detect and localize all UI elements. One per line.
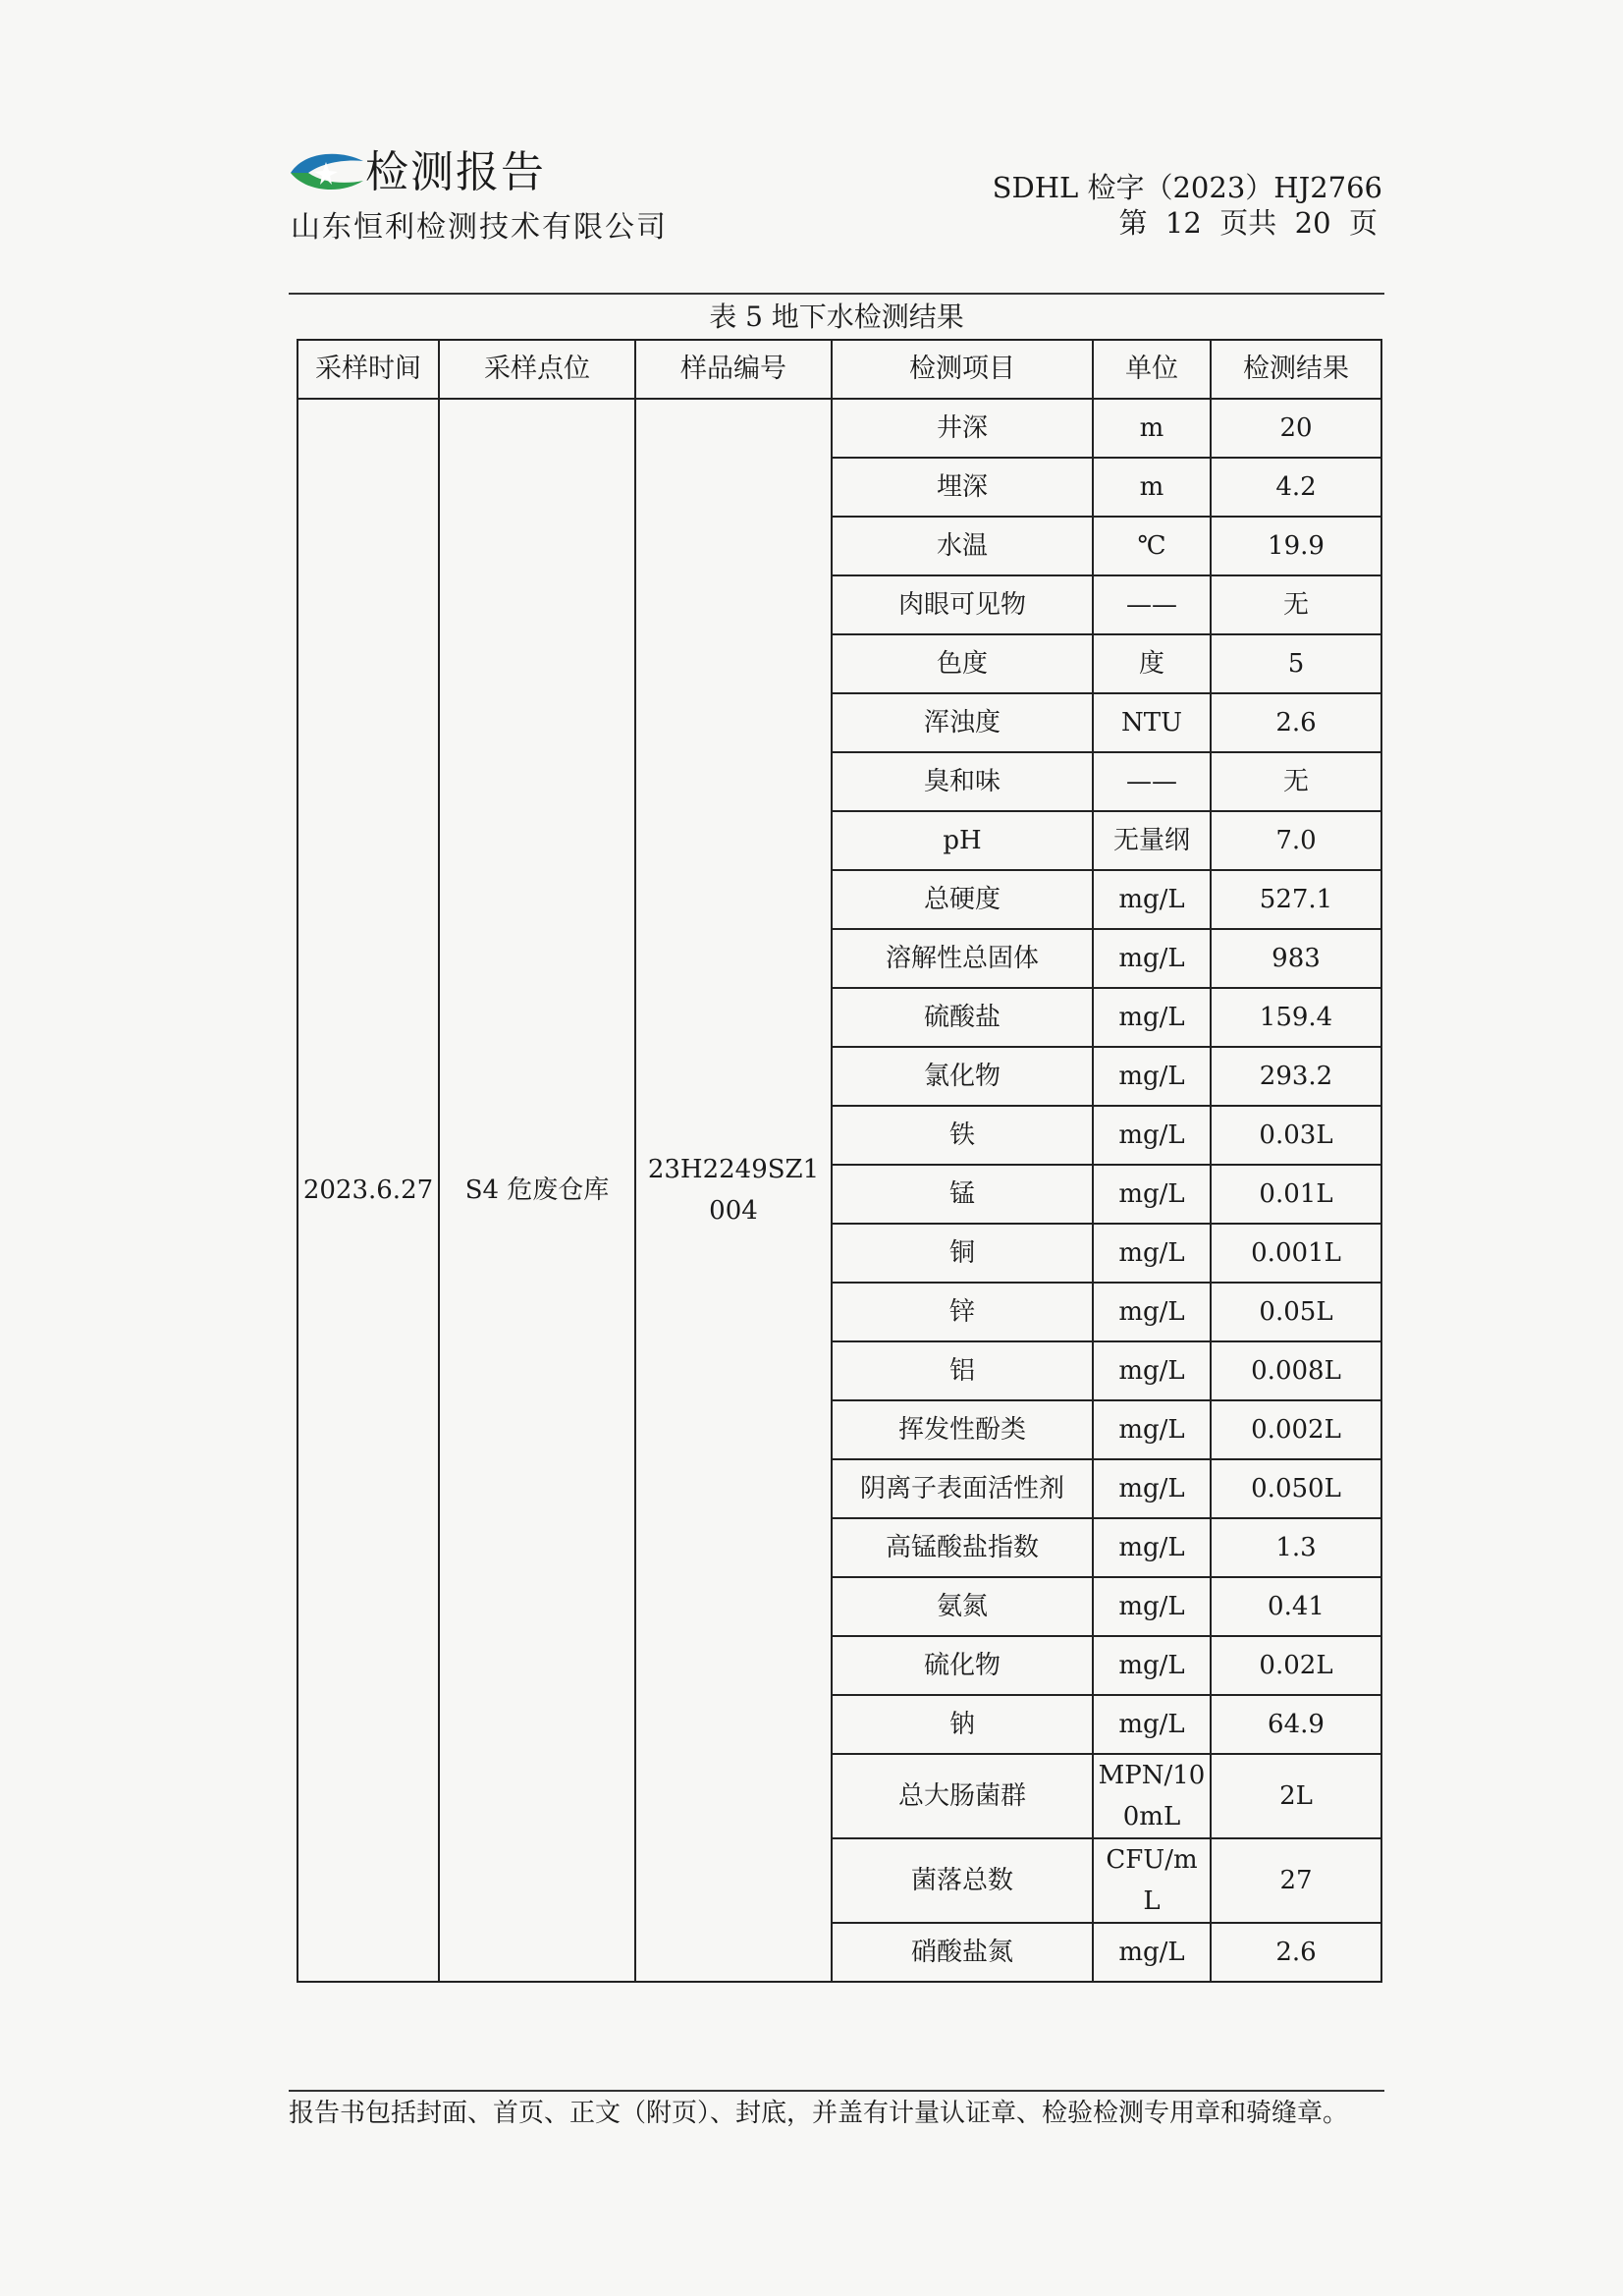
unit-cell: CFU/mL: [1093, 1838, 1211, 1923]
result-cell: 0.008L: [1211, 1341, 1381, 1400]
result-cell: 20: [1211, 399, 1381, 458]
result-cell: 7.0: [1211, 811, 1381, 870]
result-cell: 64.9: [1211, 1695, 1381, 1754]
item-cell: 铝: [832, 1341, 1093, 1400]
company-logo: [289, 147, 365, 196]
unit-cell: m: [1093, 458, 1211, 517]
result-cell: 无: [1211, 752, 1381, 811]
unit-cell: ——: [1093, 575, 1211, 634]
item-cell: 肉眼可见物: [832, 575, 1093, 634]
table-header-row: [298, 340, 1381, 399]
item-cell: pH: [832, 811, 1093, 870]
result-cell: 2.6: [1211, 1923, 1381, 1982]
result-cell: 无: [1211, 575, 1381, 634]
result-cell: 4.2: [1211, 458, 1381, 517]
item-cell: 硫酸盐: [832, 988, 1093, 1047]
result-cell: 159.4: [1211, 988, 1381, 1047]
item-cell: 氯化物: [832, 1047, 1093, 1106]
item-cell: 高锰酸盐指数: [832, 1518, 1093, 1577]
item-cell: 氨氮: [832, 1577, 1093, 1636]
sample-location-cell: S4 危废仓库: [439, 399, 635, 1982]
result-cell: 2.6: [1211, 693, 1381, 752]
column-header: 样品编号: [635, 340, 832, 399]
unit-cell: 无量纲: [1093, 811, 1211, 870]
result-cell: 983: [1211, 929, 1381, 988]
unit-cell: mg/L: [1093, 1518, 1211, 1577]
item-cell: 阴离子表面活性剂: [832, 1459, 1093, 1518]
unit-cell: mg/L: [1093, 1923, 1211, 1982]
column-header: 采样时间: [298, 340, 439, 399]
item-cell: 水温: [832, 517, 1093, 575]
company-name: 山东恒利检测技术有限公司: [291, 210, 668, 245]
result-cell: 0.41: [1211, 1577, 1381, 1636]
result-cell: 527.1: [1211, 870, 1381, 929]
item-cell: 挥发性酚类: [832, 1400, 1093, 1459]
result-cell: 0.01L: [1211, 1165, 1381, 1224]
result-cell: 0.05L: [1211, 1283, 1381, 1341]
item-cell: 锌: [832, 1283, 1093, 1341]
unit-cell: m: [1093, 399, 1211, 458]
unit-cell: mg/L: [1093, 1224, 1211, 1283]
unit-cell: mg/L: [1093, 1165, 1211, 1224]
item-cell: 埋深: [832, 458, 1093, 517]
sample-time-cell: 2023.6.27: [298, 399, 439, 1982]
item-cell: 臭和味: [832, 752, 1093, 811]
item-cell: 锰: [832, 1165, 1093, 1224]
unit-cell: mg/L: [1093, 1106, 1211, 1165]
document-number: SDHL 检字（2023）HJ2766: [992, 171, 1382, 204]
result-cell: 2L: [1211, 1754, 1381, 1838]
item-cell: 钠: [832, 1695, 1093, 1754]
footer-note: 报告书包括封面、首页、正文（附页）、封底，并盖有计量认证章、检验检测专用章和骑缝章。: [289, 2099, 1349, 2128]
unit-cell: mg/L: [1093, 1283, 1211, 1341]
column-header: 采样点位: [439, 340, 635, 399]
item-cell: 菌落总数: [832, 1838, 1093, 1923]
table-row: [298, 399, 1381, 458]
item-cell: 铜: [832, 1224, 1093, 1283]
unit-cell: mg/L: [1093, 1047, 1211, 1106]
result-cell: 19.9: [1211, 517, 1381, 575]
item-cell: 浑浊度: [832, 693, 1093, 752]
result-cell: 0.050L: [1211, 1459, 1381, 1518]
report-title: 检测报告: [365, 147, 546, 197]
result-cell: 293.2: [1211, 1047, 1381, 1106]
item-cell: 总大肠菌群: [832, 1754, 1093, 1838]
result-cell: 5: [1211, 634, 1381, 693]
item-cell: 硝酸盐氮: [832, 1923, 1093, 1982]
column-header: 检测结果: [1211, 340, 1381, 399]
unit-cell: ——: [1093, 752, 1211, 811]
unit-cell: mg/L: [1093, 1400, 1211, 1459]
item-cell: 铁: [832, 1106, 1093, 1165]
column-header: 检测项目: [832, 340, 1093, 399]
unit-cell: MPN/100mL: [1093, 1754, 1211, 1838]
result-cell: 0.002L: [1211, 1400, 1381, 1459]
sample-id-cell: 23H2249SZ1004: [635, 399, 832, 1982]
item-cell: 井深: [832, 399, 1093, 458]
unit-cell: mg/L: [1093, 929, 1211, 988]
item-cell: 色度: [832, 634, 1093, 693]
unit-cell: mg/L: [1093, 988, 1211, 1047]
unit-cell: mg/L: [1093, 1459, 1211, 1518]
unit-cell: ℃: [1093, 517, 1211, 575]
unit-cell: mg/L: [1093, 1341, 1211, 1400]
item-cell: 溶解性总固体: [832, 929, 1093, 988]
unit-cell: 度: [1093, 634, 1211, 693]
result-cell: 0.03L: [1211, 1106, 1381, 1165]
unit-cell: NTU: [1093, 693, 1211, 752]
result-cell: 0.001L: [1211, 1224, 1381, 1283]
unit-cell: mg/L: [1093, 1695, 1211, 1754]
table-caption: 表 5 地下水检测结果: [709, 301, 964, 333]
header-divider: [289, 293, 1384, 295]
unit-cell: mg/L: [1093, 1636, 1211, 1695]
unit-cell: mg/L: [1093, 1577, 1211, 1636]
result-cell: 1.3: [1211, 1518, 1381, 1577]
column-header: 单位: [1093, 340, 1211, 399]
page-info: 第 12 页共 20 页: [1118, 206, 1378, 240]
unit-cell: mg/L: [1093, 870, 1211, 929]
result-cell: 0.02L: [1211, 1636, 1381, 1695]
item-cell: 总硬度: [832, 870, 1093, 929]
groundwater-results-table: [297, 339, 1382, 1983]
footer-divider: [289, 2090, 1384, 2092]
result-cell: 27: [1211, 1838, 1381, 1923]
item-cell: 硫化物: [832, 1636, 1093, 1695]
